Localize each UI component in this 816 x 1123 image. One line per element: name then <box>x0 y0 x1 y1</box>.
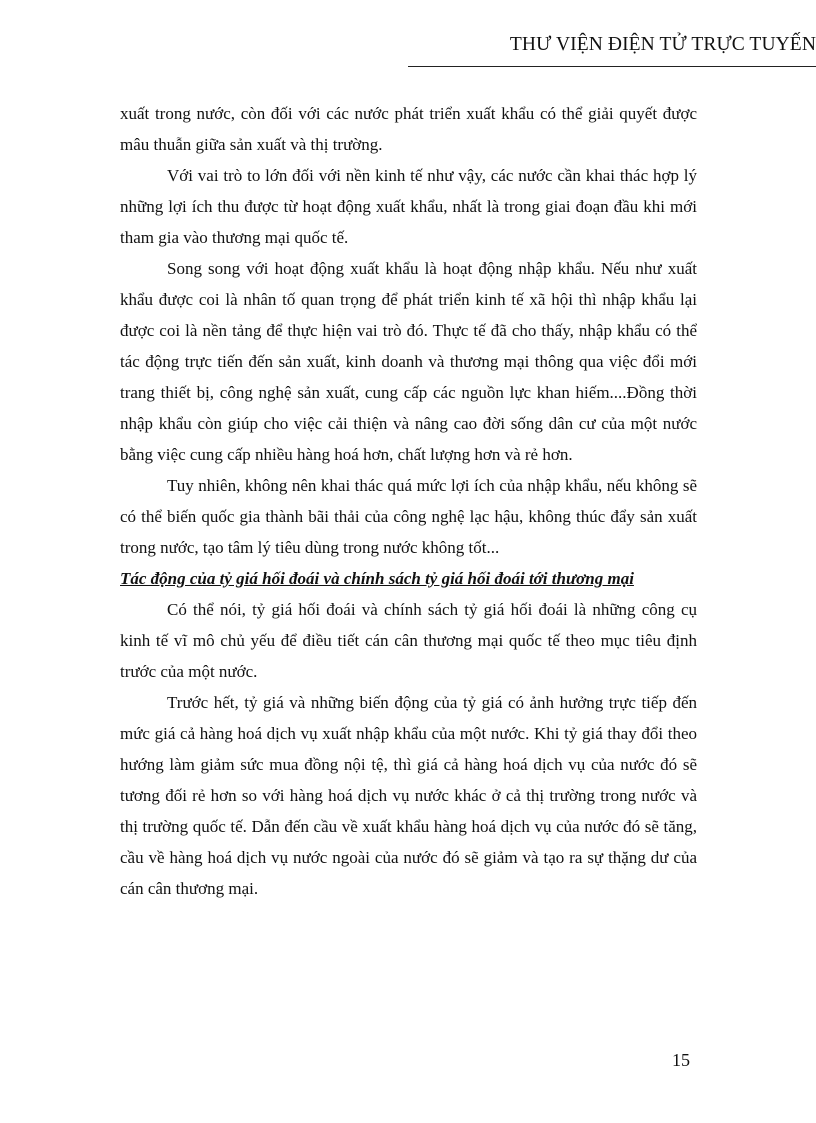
paragraph: xuất trong nước, còn đối với các nước phát triển xuất khẩu có thể giải quyết được mâu thuẫn giữa sản xuất và thị trường. <box>120 104 697 154</box>
paragraph: Trước hết, tỷ giá và những biến động của tỷ giá có ảnh hưởng trực tiếp đến mức giá cả hàng hoá dịch vụ xuất nhập khẩu của một nước. Khi tỷ giá thay đổi theo hướng làm giảm sức mua đồng nội tệ, thì giá cả hàng hoá dịch vụ của nước đó sẽ tương đối rẻ hơn so với hàng hoá dịch vụ nước khác ở cả thị trường trong nước và thị trường quốc tế. Dẫn đến cầu về xuất khẩu hàng hoá dịch vụ của nước đó sẽ tăng, cầu về hàng hoá dịch vụ nước ngoài của nước đó sẽ giảm và tạo ra sự thặng dư của cán cân thương mại. <box>120 693 697 898</box>
page-header: THƯ VIỆN ĐIỆN TỬ TRỰC TUYẾN <box>509 34 816 55</box>
paragraph: Với vai trò to lớn đối với nền kinh tế như vậy, các nước cần khai thác hợp lý những lợi ích thu được từ hoạt động xuất khẩu, nhất là trong giai đoạn đầu khi mới tham gia vào thương mại quốc tế. <box>120 166 697 247</box>
header-divider <box>408 66 816 67</box>
section-heading: Tác động của tỷ giá hối đoái và chính sách tỷ giá hối đoái tới thương mại <box>120 569 634 588</box>
document-body <box>120 98 697 904</box>
paragraph: Tuy nhiên, không nên khai thác quá mức lợi ích của nhập khẩu, nếu không sẽ có thể biến quốc gia thành bãi thải của công nghệ lạc hậu, không thúc đẩy sản xuất trong nước, tạo tâm lý tiêu dùng trong nước không tốt... <box>120 476 697 557</box>
page-number: 15 <box>672 1050 690 1070</box>
paragraph: Song song với hoạt động xuất khẩu là hoạt động nhập khẩu. Nếu như xuất khẩu được coi là nhân tố quan trọng để phát triển kinh tế xã hội thì nhập khẩu lại được coi là nền tảng để thực hiện vai trò đó. Thực tế đã cho thấy, nhập khẩu có thể tác động trực tiến đến sản xuất, kinh doanh và thương mại thông qua việc đổi mới trang thiết bị, công nghệ sản xuất, cung cấp các nguồn lực khan hiếm....Đồng thời nhập khẩu còn giúp cho việc cải thiện và nâng cao đời sống dân cư của một nước bằng việc cung cấp nhiều hàng hoá hơn, chất lượng hơn và rẻ hơn. <box>120 259 697 464</box>
paragraph: Có thể nói, tỷ giá hối đoái và chính sách tỷ giá hối đoái là những công cụ kinh tế vĩ mô chủ yếu để điều tiết cán cân thương mại quốc tế theo mục tiêu định trước của một nước. <box>120 600 697 681</box>
